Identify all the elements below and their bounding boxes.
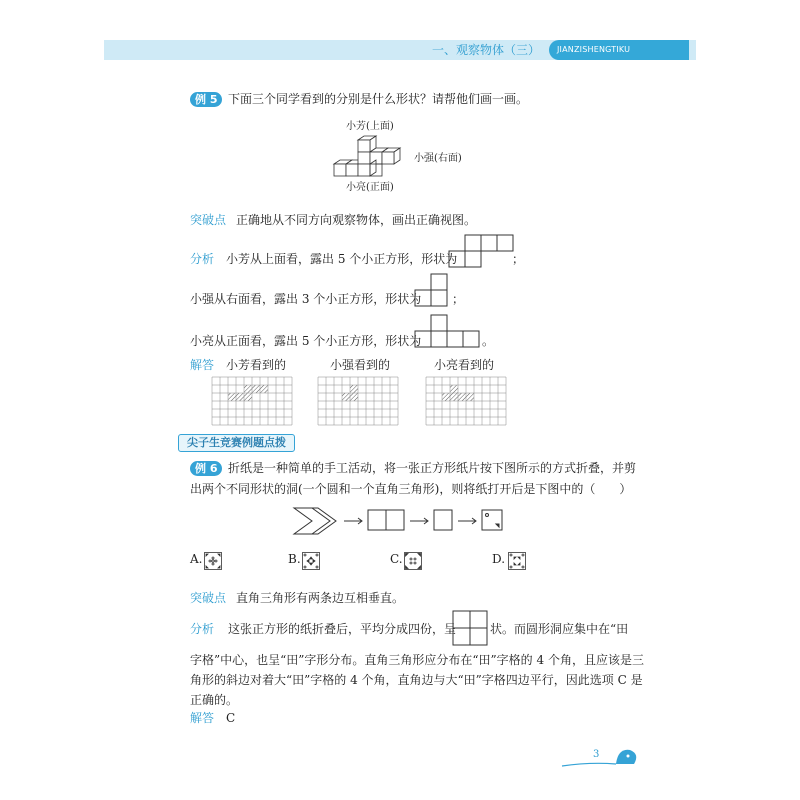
hatched-cell [228,393,236,401]
folding-sequence [292,504,516,538]
example5-question: 下面三个同学看到的分别是什么形状？请帮他们画一画。 [228,92,529,106]
hatched-cell [244,393,252,401]
fenxi1-line1-end: ； [512,252,525,266]
option-a-figure[interactable] [204,552,222,570]
option-b-label[interactable]: B. [288,552,301,566]
tian-grid-figure [452,610,488,646]
hatched-cell [260,385,268,393]
example6-badge: 例 6 [190,461,222,476]
tupo1-label: 突破点 [190,213,227,227]
hatched-cell [236,393,244,401]
label-top-view: 小芳(上面) [346,121,394,132]
header-english: JIANZISHENGTIKU [557,45,631,54]
front-view-shape [414,314,482,350]
tupo1-text: 正确地从不同方向观察物体，画出正确视图。 [236,213,477,227]
hatched-cell [342,393,350,401]
chapter-title: 一、观察物体（三） [431,43,540,57]
option-d-figure[interactable] [508,552,526,570]
answer-grid-top [210,375,294,427]
page-number: 3 [593,749,600,760]
right-view-shape [414,273,450,309]
hatched-cell [450,385,458,393]
fenxi1-line2: 小强从右面看，露出 3 个小正方形，形状为 [190,292,422,306]
option-c-figure[interactable] [404,552,422,570]
fenxi1-line3-end: 。 [482,334,495,348]
example6-line1: 折纸是一种简单的手工活动，将一张正方形纸片按下图所示的方式折叠，并剪 [228,461,637,475]
fenxi2-line3: 角形的斜边对着大“田”字格的 4 个角，直角边与大“田”字格四边平行，因此选项 C 是 [190,673,643,687]
hatched-cell [450,393,458,401]
fenxi2-line1b: 状。而圆形洞应集中在“田 [490,622,629,636]
example5-badge: 例 5 [190,92,222,107]
hatched-cell [350,393,358,401]
fenxi2-label: 分析 [190,622,215,636]
jieda1-label: 解答 [190,358,215,372]
fenxi2-line1a: 这张正方形的纸折叠后，平均分成四份，呈 [228,622,457,636]
grid1-title: 小芳看到的 [226,358,287,372]
fenxi1-label: 分析 [190,252,215,266]
hatched-cell [442,393,450,401]
fenxi2-line2: 字格”中心，也呈“田”字形分布。直角三角形应分布在“田”字格的 4 个角，且应该是三 [190,653,644,667]
grid2-title: 小强看到的 [330,358,391,372]
option-b-figure[interactable] [302,552,320,570]
label-front-view: 小亮(正面) [346,182,394,193]
fenxi1-line1: 小芳从上面看，露出 5 个小正方形，形状为 [226,252,458,266]
option-d-label[interactable]: D. [492,552,506,566]
competition-tag: 尖子生竞赛例题点拨 [178,434,295,452]
answer-grid-right [316,375,400,427]
cube-figure [330,136,410,180]
hatched-cell [350,385,358,393]
jieda2-answer: C [226,711,236,725]
fenxi2-line4: 正确的。 [190,693,239,707]
hatched-cell [252,385,260,393]
jieda2-label: 解答 [190,711,215,725]
answer-grid-front [424,375,508,427]
footer-swoosh [560,742,640,770]
example6-line2: 出两个不同形状的洞(一个圆和一个直角三角形)，则将纸打开后是下图中的（ ） [190,482,632,496]
option-a-label[interactable]: A. [190,552,203,566]
hatched-cell [244,385,252,393]
label-right-view: 小强(右面) [414,153,462,164]
top-view-shape [448,234,516,268]
hatched-cell [458,393,466,401]
grid3-title: 小亮看到的 [434,358,495,372]
fenxi1-line3: 小亮从正面看，露出 5 个小正方形，形状为 [190,334,422,348]
option-c-label[interactable]: C. [390,552,403,566]
hatched-cell [466,393,474,401]
fenxi1-line2-end: ； [452,292,465,306]
tupo2-text: 直角三角形有两条边互相垂直。 [236,591,405,605]
tupo2-label: 突破点 [190,591,227,605]
